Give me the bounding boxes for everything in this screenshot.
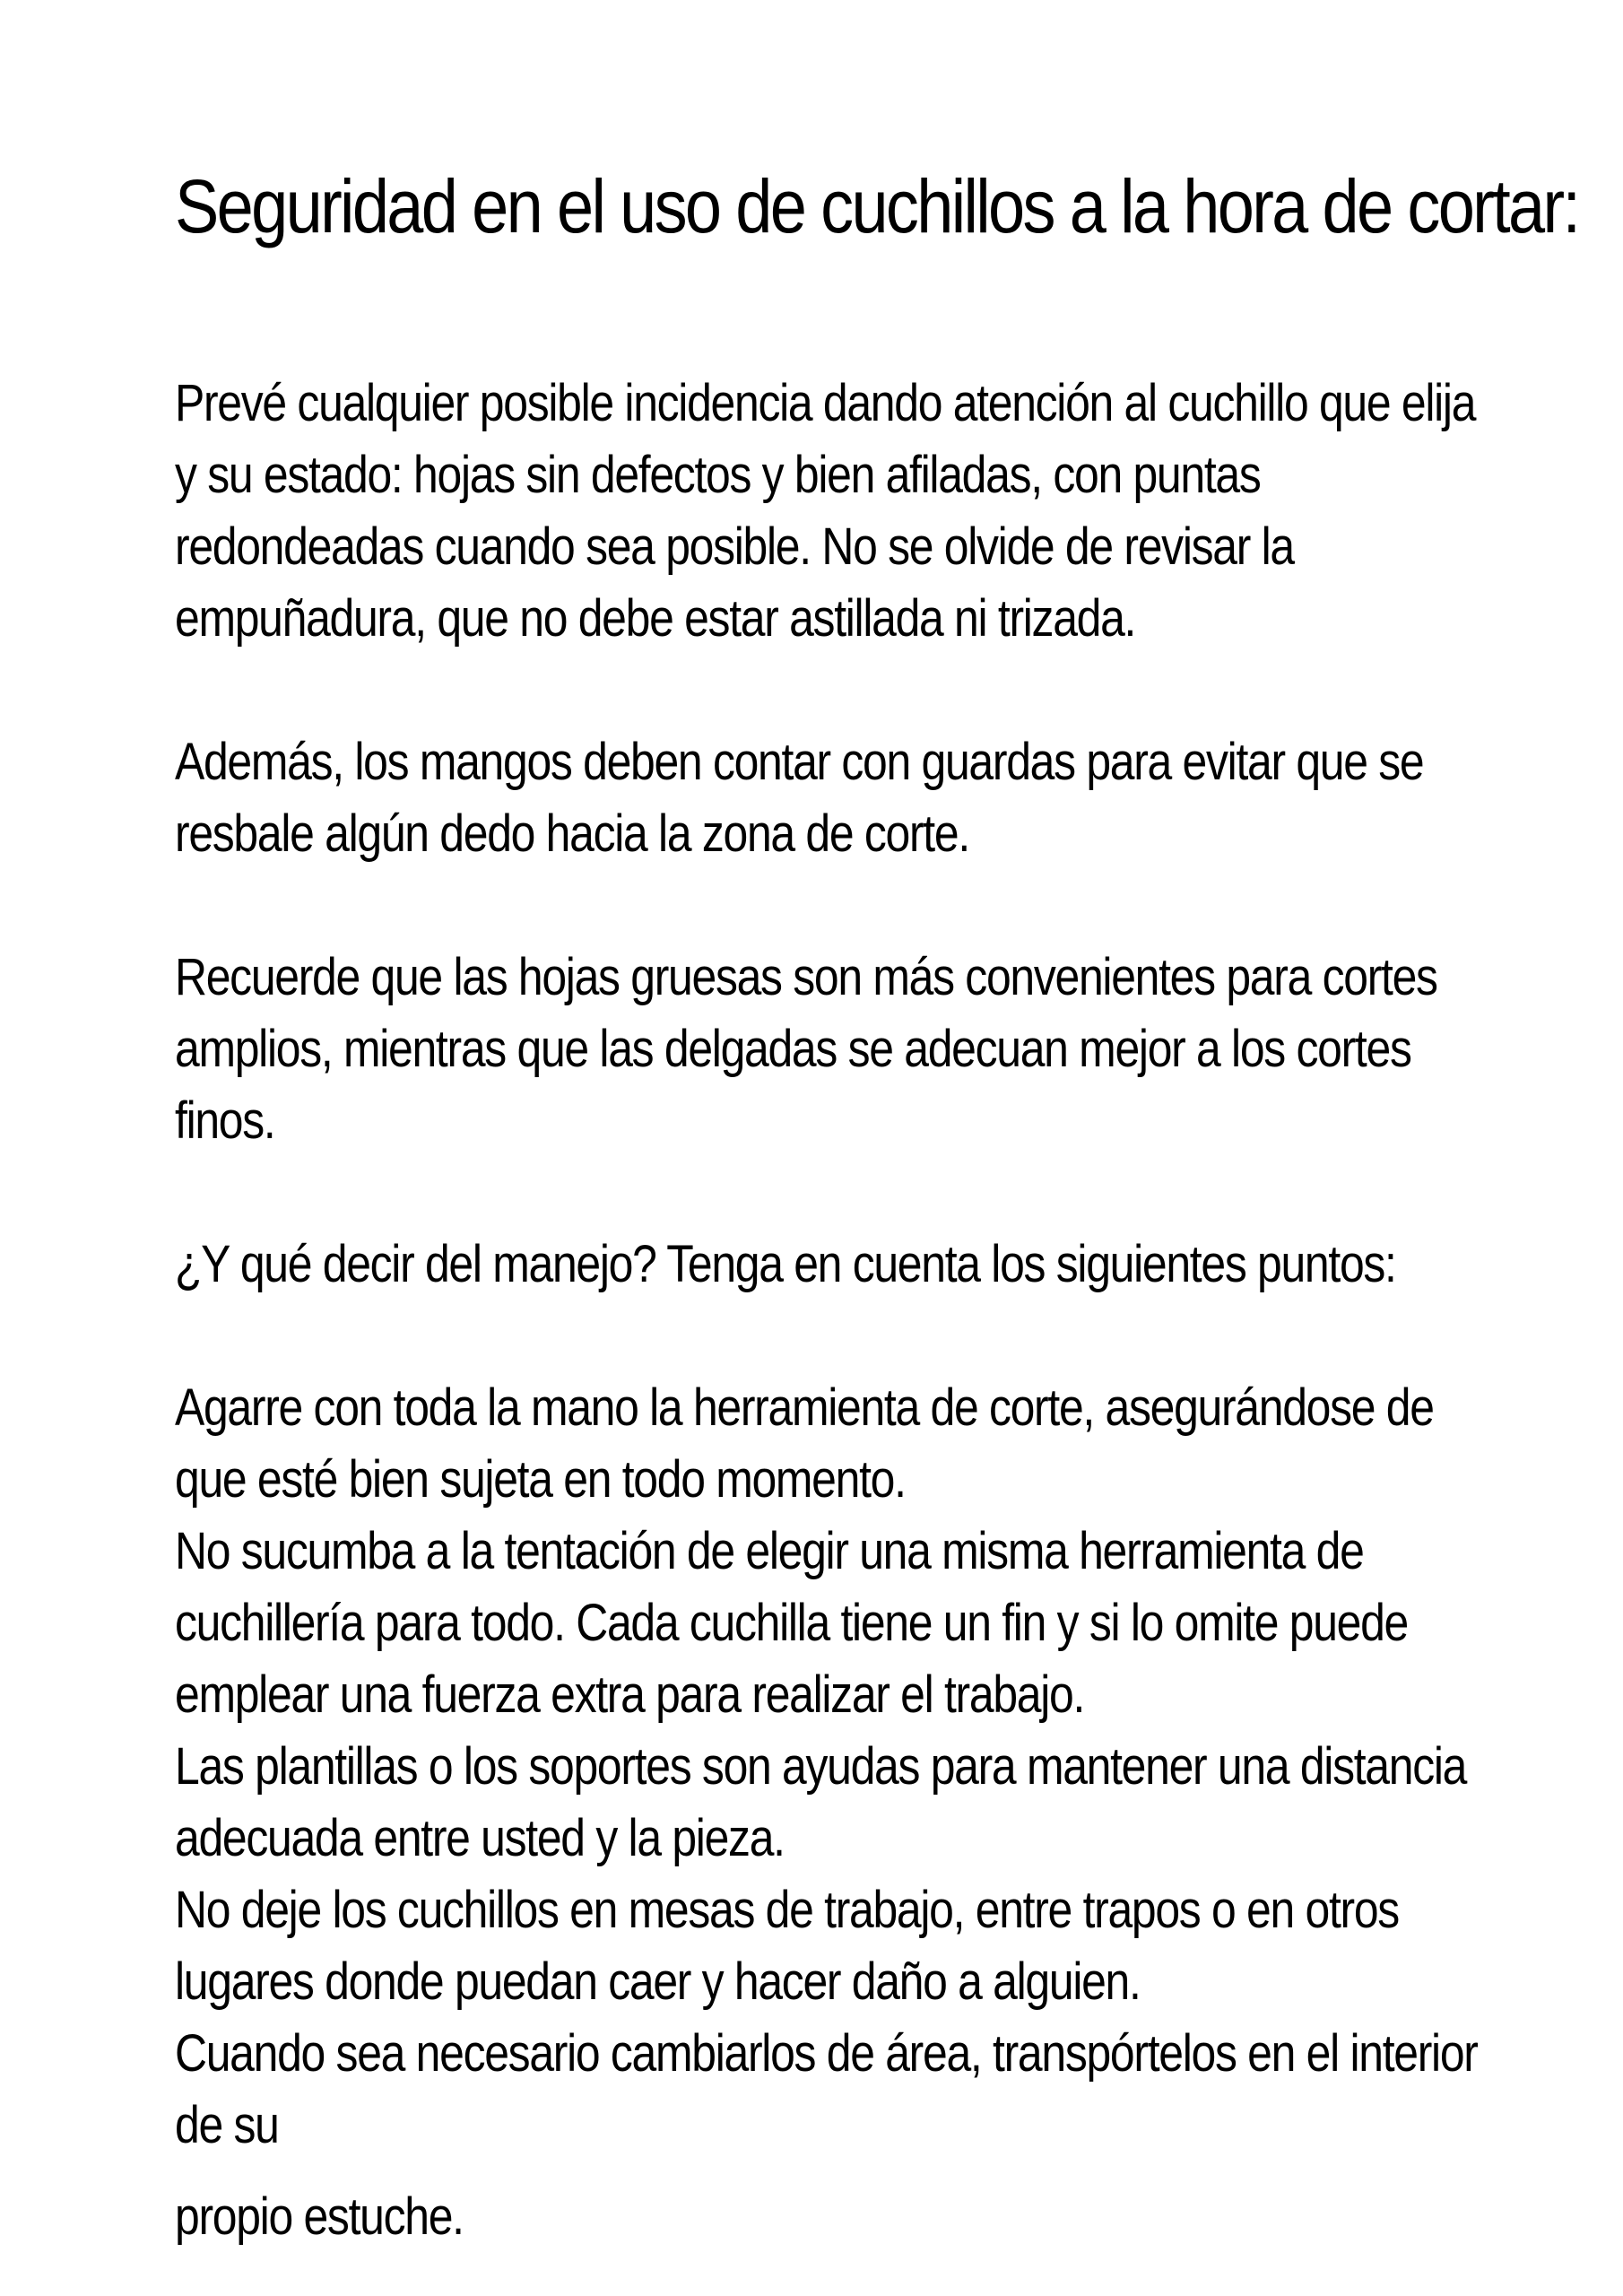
paragraph-handle-guards: Además, los mangos deben contar con guardas para evitar que se resbale algún dedo hacia la zona de corte.: [175, 733, 1424, 863]
point-grip: Agarre con toda la mano la herramienta de corte, asegurándose de que esté bien sujeta en todo momento.: [175, 1378, 1434, 1509]
paragraph-knife-choice: Prevé cualquier posible incidencia dando atención al cuchillo que elija y su estado: hojas sin defectos y bien afiladas, con puntas redondeadas cuando sea posible. No se olvide de revisar la empuñadura, que no debe estar astillada ni trizada.: [175, 374, 1476, 648]
document-page: [175, 152, 1579, 260]
point-storage: No deje los cuchillos en mesas de trabajo, entre trapos o en otros lugares donde puedan caer y hacer daño a alguien.: [175, 1881, 1399, 2011]
point-right-tool: No sucumba a la tentación de elegir una misma herramienta de cuchillería para todo. Cada cuchilla tiene un fin y si lo omite puede emplear una fuerza extra para realizar el trabajo.: [175, 1522, 1409, 1724]
point-transport: [175, 2018, 1501, 2253]
point-templates: Las plantillas o los soportes son ayudas para mantener una distancia adecuada entre usted y la pieza.: [175, 1737, 1467, 1867]
document-title: Seguridad en el uso de cuchillos a la hora de cortar:: [175, 164, 1579, 248]
document-body: [175, 368, 1501, 2253]
point-transport-main: Cuando sea necesario cambiarlos de área, transpórtelos en el interior de su: [175, 2024, 1478, 2154]
point-transport-tail: propio estuche.: [175, 2187, 464, 2246]
paragraph-handling-intro: ¿Y qué decir del manejo? Tenga en cuenta los siguientes puntos:: [175, 1235, 1396, 1293]
paragraph-blade-thickness: Recuerde que las hojas gruesas son más convenientes para cortes amplios, mientras que las delgadas se adecuan mejor a los cortes finos.: [175, 948, 1437, 1150]
